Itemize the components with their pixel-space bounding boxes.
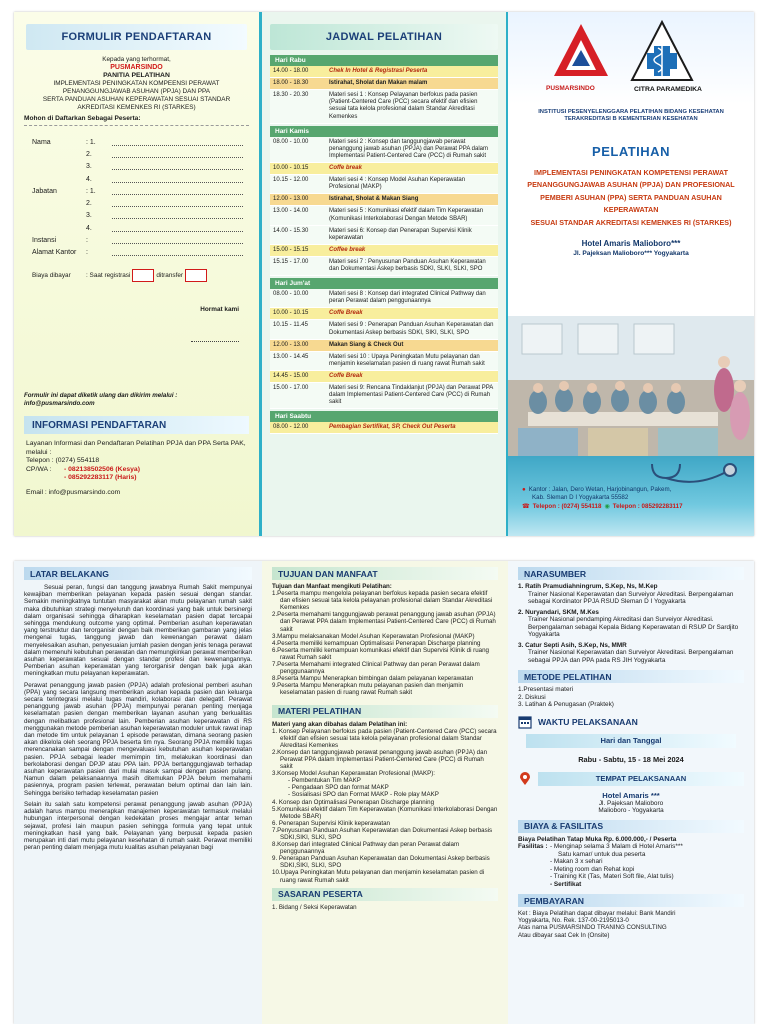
checkbox-registrasi[interactable] [132, 269, 154, 282]
logos [508, 12, 754, 104]
schedule-desc: Materi sesi 4 : Konsep Model Asuhan Keperawatan Profesional (MAKP) [329, 177, 466, 191]
materi-title: MATERI PELATIHAN [272, 705, 498, 718]
schedule-day-header: Hari Jum'at [270, 278, 498, 289]
schedule-row [270, 245, 498, 257]
materi-list: Materi yang akan dibahas dalam Pelatihan ini: 1. Konsep Pelayanan berfokus pada pasien (Patient-Centered Care (PCC) secara efektif dan efisien sesuai tata kelola pelayanan profesional dalam Standar Akreditasi Kemenkes 2.Konsep dan tanggungjawab perawat penanggung jawab asuhan (PPJA) dan Perawat PPA dalam Implementasi Patient-Centered Care (PCC) di Rumah sakit 3.Konsep Model Asuhan Keperawatan Profesional (MAKP): - Pembentukan Tim MAKP - Pengadaan SPO dan format MAKP - Sosialisasi SPO dan Format MAKP - Role play MAKP 4. Konsep dan Optimalisasi Penerapan Discharge planning 5.Komunikasi efektif dalam Tim Keperawatan (Komunikasi Interkolaborasi Dengan Metode SBAR) 6. Penerapan Supervisi Klinik keperawatan 7.Penyusunan Panduan Asuhan Keperawatan dan Dokumentasi Askep berbasis SDKI,SIKI, SLKI, SPO 8.Konsep dari integrated Clinical Pathway dan peran Perawat dalam penggunaannya 9. Penerapan Panduan Asuhan Keperawatan dan Dokumentasi Askep berbasis SDKI,SIKI, SLKI, SPO 10.Upaya Peningkatan Mutu pelayanan dan menjamin keselamatan pasien di ruang rawat Rumah sakit [272, 720, 498, 884]
field-row[interactable]: 4. [24, 173, 249, 185]
schedule-row [270, 289, 498, 308]
schedule-desc: Materi sesi 6: Konsep dan Penerapan Supervisi Klinik keperawatan [329, 227, 472, 241]
sasaran-list: 1. Bidang / Seksi Keperawatan [272, 903, 357, 911]
schedule-time: 12.00 - 13.00 [273, 196, 309, 203]
schedule-desc: Materi sesi 2 : Konsep dan tanggungjawab perawat penanggung jawab asuhan (PPJA) dan Perawat PPA dalam Implementasi Patient-Centered Care (PCC) di Rumah sakit [329, 138, 488, 159]
tempat-info: Hotel Amaris *** Jl. Pajeksan Malioboro Malioboro - Yogyakarta [598, 790, 664, 814]
whatsapp-icon: ◉ [604, 502, 610, 510]
field-line[interactable] [112, 225, 243, 232]
tujuan-title: TUJUAN DAN MANFAAT [272, 567, 498, 580]
registration-form-panel [14, 12, 262, 536]
field-line[interactable] [112, 176, 243, 183]
field-row[interactable]: 4. [24, 222, 249, 234]
speaker-item: 3. Catur Septi Asih, S.Kep, Ns, MMR Trainer Nasional Keperawatan dan Surveiyor Akreditasi. Berpengalaman sebagai PPJA dan PPA pada RS JIH Yogyakarta [518, 641, 734, 664]
schedule-time: 10.15 - 12.00 [273, 177, 309, 184]
form-request: Mohon di Daftarkan Sebagai Peserta: [24, 115, 141, 122]
field-line[interactable] [112, 212, 243, 219]
sasaran-title: SASARAN PESERTA [272, 888, 498, 901]
form-title: FORMULIR PENDAFTARAN [26, 24, 247, 50]
training-photo [508, 316, 754, 456]
citra-paramedika-logo-icon [630, 20, 694, 82]
field-line[interactable] [112, 139, 243, 146]
schedule-row [270, 257, 498, 276]
schedule-desc: Istirahat, Sholat & Makan Siang [329, 196, 419, 203]
logo1-caption: PUSMARSINDO [546, 85, 595, 92]
schedule-time: 10.00 - 10.15 [273, 165, 309, 172]
schedule-row [270, 163, 498, 175]
waktu-heading: WAKTU PELAKSANAAN [518, 715, 744, 729]
form-note: Formulir ini dapat diketik ulang dan dikirim melalui : info@pusmarsindo.com [24, 392, 178, 407]
schedule-time: 18.00 - 18.30 [273, 80, 309, 87]
calendar-icon [518, 715, 532, 729]
form-line4: AKREDITASI KEMENKES RI (STARKES) [77, 104, 196, 111]
schedule-time: 14.00 - 18.00 [273, 68, 309, 75]
schedule-row [270, 320, 498, 339]
phone-icon: ☎ [522, 502, 530, 510]
form-committee: PANITIA PELATIHAN [103, 72, 170, 79]
schedule-time: 15.00 - 17.00 [273, 385, 309, 391]
pembayaran-details: Ket : Biaya Pelatihan dapat dibayar melalui: Bank Mandiri Yogyakarta, No. Rek. 137-00-2195013-0 Atas nama PUSMARSINDO TRANING CONSULTING Atau dibayar saat Cek In (Onsite) [518, 910, 676, 939]
cover-panel [508, 12, 754, 536]
field-line[interactable] [112, 200, 243, 207]
info-body: Layanan Informasi dan Pendaftaran Pelatihan PPJA dan PPA Serta PAK, melalui : Telepon : (0274) 554118 CP/WA : - 082138502506 (Kesya) - 085292283117 (Haris) Email : info@pusmarsindo.com [26, 440, 246, 496]
field-row[interactable]: 3. [24, 210, 249, 222]
signature-line[interactable] [191, 341, 239, 342]
speaker-item: 2. Nuryandari, SKM, M.Kes Trainer Nasional pendamping Akreditasi dan Surveiyor Akreditasi. Berpengalaman sebagai Kepala Bidang Keperawatan di RSUP Dr Sardjito Yogyakarta [518, 608, 739, 638]
schedule-time: 13.00 - 14.00 [273, 208, 309, 215]
schedule-time: 12.00 - 13.00 [273, 341, 309, 348]
pusmarsindo-logo-icon [552, 22, 610, 78]
schedule-time: 08.00 - 10.00 [273, 291, 309, 298]
info-title: INFORMASI PENDAFTARAN [24, 416, 249, 434]
schedule-time: 15.15 - 17.00 [273, 258, 309, 265]
schedule-desc: Materi sesi 1 : Konsep Pelayanan berfokus pada pasien (Patient-Centered Care (PCC) secara efektif dan efisien sesuai tata kelola profesional dalam Standar Akreditasi Kemenkes [329, 92, 478, 120]
field-line[interactable] [112, 188, 243, 195]
form-fields [24, 125, 249, 380]
latar-text: Sesuai peran, fungsi dan tanggung jawabnya Rumah Sakit mempunyai kewajiban memberikan pelayanan kepada pasien sesuai dengan standar. Semakin meningkatnya tuntutan masyarakat akan mutu pelayanan rumah sakit maka dibutuhkan strategi menyeluruh dan koordinasi yang baik untuk bersinergi dalam organisasi sehingga diharapkan keselamatan pasien dapat tercapai sehingga mendukung outcome yang optimal. Pemberian asuhan keperawatan yang terstruktur dan terorganisir dengan baik memberikan gambaran yang jelas mengenai tugas, tanggung jawab dan kewenangan perawat dalam menyelesaikan asuhan, penyesuaian jumlah pasien dengan jenis tenaga perawat dalam memenuhi kebutuhan perawatan dan memungkinkan perawat memberikan asuhan keperawatan sesuai dengan standar profesi dan kewenangannya. Pemberian asuhan keperawatan yang terorganisir dengan baik juga akan meningkatkan mutu pelayanan keperawatan. Perawat penanggung jawab pasien (PPJA) adalah profesional pemberi asuhan (PPA) yang secara langsung memberikan asuhan kepada pasien dan keluarga secara terintegrasi melalui tugas mandiri, kolaborasi dan delegatif. Perawat penanggung jawab asuhan (PPJA) mempunyai peranan penting menjaga keselamatan pasien dengan memberikan layanan asuhan yang berkualitas dengan melibatkan profesional lain. Pemberian asuhan keperawatan di RS menggunakan metode pemberian asuhan keperawatan moduler untuk rawat inap dan metode tim untuk pelayanan 1 episode perawatan, dimana seorang pasien akan dikelola oleh seorang PPJA beserta tim nya. Seorang PPJA memiliki tugas merencanakan sampai dengan mengevaluasi kebutuhan asuhan keperawatan pasien. PPJA sebagai leader memimpin tim, melakukan koordinasi dan berkolaborasi dengan DPJP atau PPA lain. PPJA bertanggungjawab terhadap asuhan keperawatan pasien dari mulai masuk sampai dengan pasien pulang. Namun dalam pelaksanaannya masih ditemukan PPJA belum memahami pasiennya, program pasien terlewat, perawatan belum optimal dan lain lain. Sehingga berisiko terhadap keselamatan pasien Selain itu salah satu kompetensi perawat penanggung jawab asuhan (PPJA) adalah harus mampu menerapkan manajemen keperawatan termasuk melalui hubungan interpersonal dengan kedekatan proses mengajar antar teman sejawat, profesi lain maupun pasien sehingga formula yang tepat untuk meningkatkan hasil yang baik. Pelayanan yang berpusat kepada pasien merupakan inti dari mutu pelayanan kesehatan di rumah sakit. Perawat memiliki peran penting dalam menjaga mutu kualitas asuhan pelayanan bagi [24, 584, 252, 852]
schedule-row [270, 175, 498, 194]
background-panel [14, 561, 262, 1024]
schedule-row [270, 352, 498, 371]
schedule-desc: Pembagian Sertifikat, SP, Check Out Peserta [329, 424, 456, 431]
schedule-row [270, 371, 498, 383]
schedule-time: 13.00 - 14.45 [273, 353, 309, 360]
info-email[interactable]: Email : info@pusmarsindo.com [26, 488, 121, 496]
field-row[interactable]: 2. [24, 148, 249, 160]
schedule-desc: Makan Siang & Check Out [329, 341, 404, 348]
field-line[interactable] [112, 163, 243, 170]
metode-list: 1.Presentasi materi 2. Diskusi 3. Latihan & Penugasan (Praktek) [518, 686, 614, 708]
location-pin-icon [518, 772, 532, 786]
form-intro [14, 50, 259, 112]
schedule-time: 14.00 - 15.30 [273, 227, 309, 234]
cover-title: PELATIHAN [592, 143, 670, 159]
schedule-desc: Coffee break [329, 246, 366, 253]
metode-title: METODE PELATIHAN [518, 670, 744, 683]
schedule-time: 14.45 - 15.00 [273, 372, 309, 379]
form-org: PUSMARSINDO [110, 64, 163, 71]
schedule-row [270, 78, 498, 90]
brochure-outer-side [14, 12, 754, 536]
schedule-row [270, 422, 498, 434]
schedule-row [270, 194, 498, 206]
schedule-desc: Materi sesi 10 : Upaya Peningkatan Mutu pelayanan dan menjamin keselamatan pasien di ruang rawat Rumah sakit [329, 353, 485, 367]
schedule-row [270, 226, 498, 245]
schedule-time: 08.00 - 10.00 [273, 138, 309, 145]
field-line[interactable] [112, 237, 243, 244]
institution-text: INSTITUSI PESENYELENGGARA PELATIHAN BIDANG KESEHATAN TERAKREDITASI B KEMENTERIAN KESEHATAN [538, 109, 724, 123]
schedule-row [270, 340, 498, 352]
field-row[interactable]: Jabatan : 1. [24, 185, 249, 197]
form-recipient: Kepada yang terhormat, [102, 56, 171, 63]
schedule-row [270, 137, 498, 163]
objectives-panel [262, 561, 508, 1024]
schedule-desc: Materi sesi 8 : Konsep dari integrated Clinical Pathway dan peran Perawat dalam penggunaannya [329, 291, 486, 305]
schedule-day-header: Hari Kamis [270, 126, 498, 137]
field-line[interactable] [112, 249, 243, 256]
checkbox-transfer[interactable] [185, 269, 207, 282]
payment-method-row: Biaya dibayar : Saat registrasi ditransfer [24, 269, 249, 282]
pembayaran-title: PEMBAYARAN [518, 894, 744, 907]
schedule-time: 15.00 - 15.15 [273, 246, 309, 253]
waktu-pill: Hari dan Tanggal [526, 734, 736, 748]
cover-subtitle: IMPLEMENTASI PENINGKATAN KOMPETENSI PERAWAT PENANGGUNGJAWAB ASUHAN (PPJA) DAN PROFESIONAL PEMBERI ASUHAN (PPA) SERTA PANDUAN ASUHAN KEPERAWATAN SESUAI STANDAR AKREDITASI KEMENKES RI (STARKES) [527, 167, 735, 227]
schedule-row [270, 383, 498, 409]
field-row[interactable]: Nama : 1. [24, 136, 249, 148]
schedule-desc: Materi sesi 9: Rencana Tindaklanjut (PPJA) dan Perawat PPA dalam Implementasi Patient-Centered Care (PCC) di Rumah sakit [329, 385, 493, 406]
office-contact: ● Kantor : Jalan, Dero Wetan, Harjobinangun, Pakem, Kab. Sleman D I Yogyakarta 55582 ☎ Telepon : (0274) 554118 ◉ Telepon : 085292283117 [508, 456, 754, 536]
details-panel [508, 561, 754, 1024]
waktu-date: Rabu - Sabtu, 15 - 18 Mei 2024 [578, 754, 684, 764]
field-line[interactable] [112, 151, 243, 158]
cover-hotel: Hotel Amaris Malioboro*** [581, 239, 681, 249]
location-pin-icon: ● [522, 486, 526, 493]
schedule-row [270, 206, 498, 225]
schedule-desc: Coffe Break [329, 372, 363, 379]
field-row[interactable]: Alamat Kantor : [24, 247, 249, 259]
field-row[interactable]: Instansi : [24, 234, 249, 246]
tujuan-list: Tujuan dan Manfaat mengikuti Pelatihan: 1.Peserta mampu mengelola pelayanan berfokus kepada pasien secara efektif dan efisien sesuai tata kelola pelayanan profesional dalam Standar Akreditasi Kemenkes 2.Peserta memahami tanggungjawab perawat penanggung jawab asuhan (PPJA) dan Perawat PPA dalam Implementasi Patient-Centered Care (PCC) di Rumah sakit 3.Mampu melaksanakan Model Asuhan Keperawatan Profesional (MAKP) 4.Peserta memiliki kemampuan Optimalisasi Penerapan Discharge planning 6.Peserta memiliki kemampuan komunikasi efektif dan Supervisi Klinik di ruang rawat Rumah sakit 7.Peserta Memahami integrated Clinical Pathway dan peran Perawat dalam penggunaannya 8.Peserta Mampu Menerapkan bimbingan dalam pelayanan keperawatan 9.Peserta Mampu Menerapkan mutu pelayanan pasien dan menjamin keselamatan pasien di ruang rawat Rumah sakit [272, 583, 496, 697]
schedule-desc: Materi sesi 9 : Penerapan Panduan Asuhan Keperawatan dan Dokumentasi Askep berbasis SDKI, SIKI, SLKI, SPO [329, 322, 494, 336]
cover-address: Jl. Pajeksan Malioboro*** Yogyakarta [573, 250, 689, 258]
form-line3: SERTA PANDUAN ASUHAN KEPERAWATAN SESUAI STANDAR [42, 96, 231, 103]
logo2-caption: CITRA PARAMEDIKA [634, 86, 702, 93]
schedule-panel [262, 12, 508, 536]
biaya-title: BIAYA & FASILITAS [518, 820, 744, 833]
stethoscope-icon [648, 460, 748, 484]
schedule-desc: Materi sesi 5 : Komunikasi efektif dalam Tim Keperawatan (Komunikasi Interkolaborasi Dengan Metode SBAR) [329, 208, 484, 222]
latar-title: LATAR BELAKANG [24, 567, 252, 580]
schedule-title: JADWAL PELATIHAN [270, 24, 498, 50]
schedule-time: 18.30 - 20.30 [273, 92, 309, 99]
form-line1: IMPLEMENTASI PENINGKATAN KOMPEENSI PERAWAT [53, 80, 220, 87]
narasumber-list [508, 580, 754, 664]
schedule-time: 08.00 - 12.00 [273, 424, 309, 431]
biaya-details: Biaya Pelatihan Tatap Muka Rp. 6.000.000,- / Peserta Fasilitas : - Menginap selama 3 Malam di Hotel Amaris*** Satu kamar/ untuk dua peserta - Makan 3 x sehari - Meting room dan Rehat kopi - Training Kit (Tas, Materi Soft file, Alat tulis) - Sertifikat [518, 835, 683, 888]
schedule-day-header: Hari Rabu [270, 55, 498, 66]
schedule-row [270, 66, 498, 78]
schedule-desc: Materi sesi 7 : Penyusunan Panduan Asuhan Keperawatan dan Dokumentasi Askep berbasis SDKI, SLKI, SLKI, SPO [329, 258, 486, 272]
tempat-heading: TEMPAT PELAKSANAAN [518, 772, 744, 786]
schedule-time: 10.15 - 11.45 [273, 322, 308, 329]
schedule-day-header: Hari Saabtu [270, 411, 498, 422]
form-line2: PENANGGUNGJAWAB ASUHAN (PPJA) DAN PPA [62, 88, 211, 95]
speaker-item: 1. Ratih Pramudiahningrum, S.Kep, Ns, M.Kep Trainer Nasional Keperawatan dan Surveiyor Akreditasi. Berpengalaman sebagai Kordinator PPJA RSUD Sleman D I Yogyakarta [518, 583, 734, 605]
narasumber-title: NARASUMBER [518, 567, 744, 580]
schedule-desc: Coffe Break [329, 310, 363, 317]
hormat-kami: Hormat kami [200, 305, 239, 313]
brochure-inner-side [14, 561, 754, 1024]
schedule-table [270, 55, 498, 434]
schedule-desc: Istirahat, Sholat dan Makan malam [329, 80, 428, 87]
field-row[interactable]: 3. [24, 161, 249, 173]
field-row[interactable]: 2. [24, 197, 249, 209]
schedule-time: 10.00 - 10.15 [273, 310, 309, 317]
schedule-row [270, 90, 498, 123]
classroom-photo-illustration [508, 316, 754, 456]
schedule-row [270, 308, 498, 320]
schedule-desc: Chek In Hotel & Registrasi Peserta [329, 68, 428, 75]
schedule-desc: Coffe break [329, 165, 362, 172]
